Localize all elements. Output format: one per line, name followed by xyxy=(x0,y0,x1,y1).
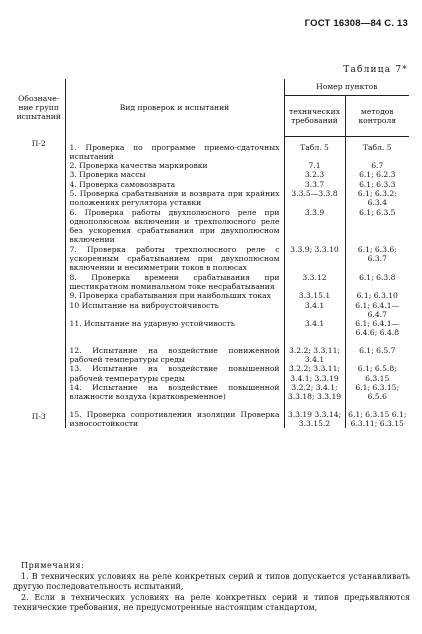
cell-req: 3.3.12 xyxy=(284,273,345,292)
cell-met: 6.1; 6.5.8; 6.3.15 xyxy=(357,364,397,383)
table-row xyxy=(13,364,409,383)
cell-req: 3.2.2; 3.3.11; 3.4.1 xyxy=(284,346,345,365)
cell-code xyxy=(13,189,65,208)
table-row xyxy=(13,291,409,300)
cell-met: 6.1; 6.3.10 xyxy=(356,291,398,301)
cell-name: 9. Проверка срабатывания при наибольших токах xyxy=(65,291,284,300)
cell-met: 6.1; 6.3.8 xyxy=(359,272,396,282)
cell-met: 6.1; 6.3.5 xyxy=(359,207,396,217)
cell-req: 3.2.2; 3.3.11; 3.4.1; 3.3.19 xyxy=(284,364,345,383)
table-row xyxy=(13,319,409,338)
table-caption: Таблица 7* xyxy=(343,65,408,75)
col-header-req: технических требований xyxy=(284,96,345,137)
cell-code xyxy=(13,273,65,292)
table-row xyxy=(13,301,409,320)
tests-table xyxy=(13,79,409,428)
cell-name: 5. Проверка срабатывания и возврата при крайних положениях регулятора уставки xyxy=(65,189,284,208)
cell-code xyxy=(13,291,65,300)
cell-name: 10 Испытание на виброустойчивость xyxy=(65,301,284,320)
table-row xyxy=(13,161,409,170)
cell-req: 3.2.3 xyxy=(284,170,345,179)
cell-met: 6.1; 6.3.6; 6.3.7 xyxy=(357,244,397,264)
cell-name: 4. Проверка самовозврата xyxy=(65,180,284,189)
col-header-code: Обозначе-ние групп испытаний xyxy=(13,79,65,137)
cell-req: 3.4.1 xyxy=(284,301,345,320)
cell-met: 6.1; 6.3.3 xyxy=(359,179,396,189)
cell-name: 2. Проверка качества маркировки xyxy=(65,161,284,170)
cell-met: 6.1; 6.5.7 xyxy=(359,345,396,355)
cell-name: 15. Проверка сопротивления изоляции Проверка износостойкости xyxy=(65,410,284,429)
cell-code xyxy=(13,245,65,273)
table-row xyxy=(13,245,409,273)
table-row xyxy=(13,137,409,162)
notes xyxy=(13,561,410,614)
cell-name: 14. Испытание на воздействие повышенной влажности воздуха (кратковременное) xyxy=(65,383,284,402)
cell-req: 3.3.15.1 xyxy=(284,291,345,300)
table-row xyxy=(13,189,409,208)
note-1: 1. В технических условиях на реле конкретных серий и типов допускается устанавливать другую последовательность испытаний, xyxy=(13,571,410,591)
cell-code xyxy=(13,346,65,365)
table-row xyxy=(13,273,409,292)
cell-code xyxy=(13,208,65,245)
cell-met: 6.1; 6.3.15; 6.5.6 xyxy=(355,382,400,402)
cell-name: 12. Испытание на воздействие пониженной рабочей температуры среды xyxy=(65,346,284,365)
col-header-met: методов контроля xyxy=(345,96,409,137)
cell-req: Табл. 5 xyxy=(284,137,345,162)
cell-req: 3.3.9 xyxy=(284,208,345,245)
table-row xyxy=(13,346,409,365)
cell-code xyxy=(13,161,65,170)
table-row xyxy=(13,208,409,245)
notes-title: Примечания: xyxy=(21,561,85,570)
cell-met: 6.1; 6.3.2; 6.3.4 xyxy=(357,188,397,208)
note-2: 2. Если в технических условиях на реле конкретных серий и типов предъявляются технические требования, не предусмотренные настоящим стандартом, xyxy=(13,592,410,612)
cell-req: 3.3.19 3.3.14; 3.3.15.2 xyxy=(284,410,345,429)
cell-met: 6.7 xyxy=(371,161,384,171)
cell-req: 3.3.9; 3.3.10 xyxy=(284,245,345,273)
table-row xyxy=(13,383,409,402)
page-header: ГОСТ 16308—84 С. 13 xyxy=(304,18,408,29)
cell-name: 3. Проверка массы xyxy=(65,170,284,179)
col-header-group: Номер пунктов xyxy=(284,79,409,96)
cell-name: 13. Испытание на воздействие повышенной рабочей температуры среды xyxy=(65,364,284,383)
col-header-kind: Вид проверок и испытаний xyxy=(65,79,284,137)
cell-req: 3.3.5—3.3.8 xyxy=(284,189,345,208)
cell-req: 7.1 xyxy=(284,161,345,170)
cell-met: 6.1; 6.2.3 xyxy=(359,170,396,180)
table-row xyxy=(13,410,409,429)
table-row xyxy=(13,170,409,179)
table-row xyxy=(13,180,409,189)
cell-req: 3.2.2; 3.4.1; 3.3.18; 3.3.19 xyxy=(284,383,345,402)
cell-name: 11. Испытание на ударную устойчивость xyxy=(65,319,284,338)
cell-met: Табл. 5 xyxy=(362,143,392,152)
cell-code: П-2 xyxy=(13,137,65,162)
cell-code xyxy=(13,383,65,402)
cell-name: 8. Проверка времени срабатывания при шестикратном номинальном токе несрабатывания xyxy=(65,273,284,292)
cell-met: 6.1; 6.3.15 6.1; 6.3.11; 6.3.15 xyxy=(348,409,407,428)
cell-req: 3.4.1 xyxy=(284,319,345,338)
cell-met: 6.1; 6.4.1—6.4.7 xyxy=(355,300,400,319)
cell-name: 6. Проверка работы двухполюсного реле при однополюсном включении и трехполюсного реле без ускорения срабатывания при двухполюсном включении xyxy=(65,208,284,245)
cell-name: 7. Проверка работы трехполюсного реле с ускоренным срабатыванием при двухполюсном включении и несимметрии токов в полюсах xyxy=(65,245,284,273)
cell-code xyxy=(13,301,65,320)
cell-code xyxy=(13,180,65,189)
cell-code xyxy=(13,170,65,179)
cell-met: 6.1; 6.4.1— 6.4.6; 6.4.8 xyxy=(355,319,400,338)
cell-code xyxy=(13,319,65,338)
cell-req: 3.3.7 xyxy=(284,180,345,189)
cell-code: П-3 xyxy=(13,410,65,429)
cell-name: 1. Проверка по программе приемо-сдаточных испытаний xyxy=(65,137,284,162)
cell-code xyxy=(13,364,65,383)
